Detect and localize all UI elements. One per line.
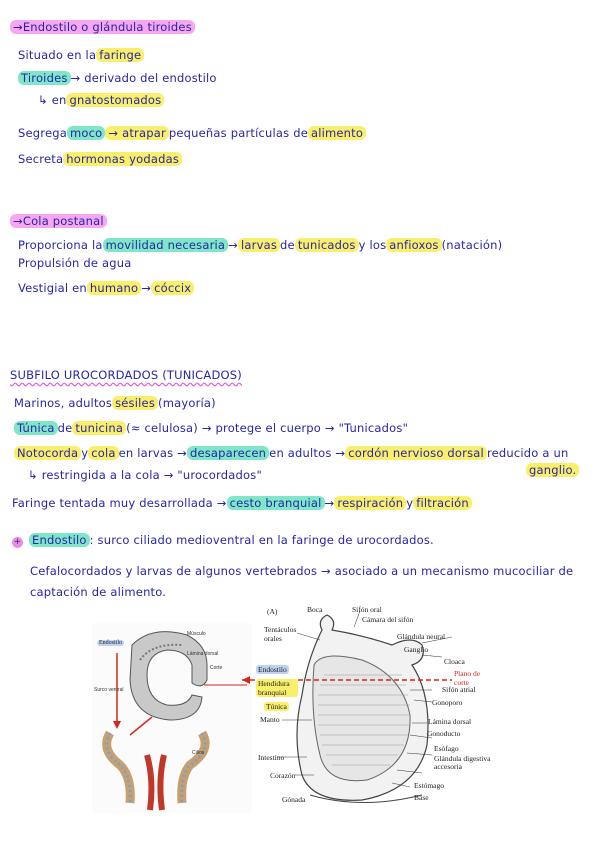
text: (natación) (441, 238, 503, 252)
line-restringida: ↳ restringida a la cola → "urocordados" (28, 468, 262, 482)
text: humano (87, 281, 141, 295)
text: → (324, 496, 335, 510)
label-esofago: Esófago (434, 744, 459, 753)
text: moco (67, 126, 105, 140)
text: hormonas yodadas (63, 152, 182, 166)
text: cóccix (151, 281, 194, 295)
label-panel-a: (A) (267, 607, 278, 616)
text: respiración (334, 496, 406, 510)
label-surco-ventral: Surco ventral (94, 687, 124, 693)
section-title-urocordados (10, 368, 242, 382)
line-cefalocordados: Cefalocordados y larvas de algunos vertebrados → asociado a un mecanismo mucociliar de (30, 564, 574, 578)
label-corte: Corte (210, 665, 223, 671)
text: (≈ celulosa) → protege el cuerpo → "Tunicados" (126, 421, 409, 435)
line-ganglio (526, 463, 579, 477)
label-cilios: Cilios (192, 750, 205, 756)
title-text: →Cola postanal (10, 214, 107, 228)
text: cesto branquial (227, 496, 325, 510)
text: desaparecen (187, 446, 269, 460)
label-ganglio: Ganglio (404, 645, 429, 654)
text: y (406, 496, 414, 510)
label-glandula-digestiva: Glándula digestiva accesoria (434, 754, 491, 771)
line-segrega (18, 126, 366, 140)
text: larvas (238, 238, 280, 252)
label-lamina-dorsal-left: Lámina dorsal (187, 651, 219, 657)
plus-icon: + (13, 537, 22, 547)
text: (mayoría) (158, 396, 216, 410)
title-text: →Endostilo o glándula tiroides (10, 20, 195, 34)
label-gonoducto: Gonoducto (427, 729, 461, 738)
title-text: SUBFILO UROCORDADOS (TUNICADOS) (10, 368, 242, 382)
label-tentaculos: Tentáculos orales (264, 625, 297, 643)
text: y (81, 446, 89, 460)
text: → (141, 281, 152, 295)
label-hendidura: Hendidura branquial (256, 679, 298, 697)
line-propulsion: Propulsión de agua (18, 256, 132, 270)
line-situado (18, 48, 144, 62)
line-marinos (14, 396, 216, 410)
text: Vestigial en (18, 281, 87, 295)
text: y los (358, 238, 387, 252)
line-captacion: captación de alimento. (30, 585, 167, 599)
line-gnatostomados (38, 93, 164, 107)
text: Segrega (18, 126, 67, 140)
label-musculo: Músculo (187, 631, 206, 637)
label-tunica: Túnica (266, 702, 287, 711)
line-tiroides (18, 71, 217, 85)
text: en adultos → (269, 446, 346, 460)
text: Situado en la (18, 48, 97, 62)
text: ↳ en (38, 93, 67, 107)
text: anfioxos (386, 238, 441, 252)
text: cordón nervioso dorsal (345, 446, 487, 460)
text: movilidad necesaria (103, 238, 229, 252)
text: Marinos, adultos (14, 396, 113, 410)
text: tunicados (295, 238, 359, 252)
label-glandula-neural: Glándula neural (397, 632, 446, 641)
label-estomago: Estómago (414, 781, 444, 790)
label-boca: Boca (307, 605, 323, 614)
text: de (280, 238, 295, 252)
line-notocorda (14, 446, 568, 460)
label-endostilo: Endostilo (258, 665, 287, 674)
text: Tiroides (18, 71, 71, 85)
label-camara: Cámara del sifón (362, 615, 414, 624)
text: en larvas → (118, 446, 187, 460)
line-secreta (18, 152, 182, 166)
text: Endostilo (29, 533, 90, 547)
label-manto: Manto (260, 715, 280, 724)
line-vestigial (18, 281, 194, 295)
label-cloaca: Cloaca (444, 657, 465, 666)
text: → (228, 238, 239, 252)
text: faringe (96, 48, 144, 62)
text: reducido a un (486, 446, 569, 460)
text: → atrapar (105, 126, 169, 140)
text: Proporciona la (18, 238, 103, 252)
label-lamina-dorsal: Lámina dorsal (428, 717, 472, 726)
label-corazon: Corazón (270, 771, 296, 780)
line-faringe (12, 496, 472, 510)
label-endostilo-left: Endostilo (99, 640, 123, 646)
line-proporciona (18, 238, 502, 252)
text: → derivado del endostilo (70, 71, 217, 85)
label-gonada: Gónada (282, 795, 306, 804)
text: Túnica (14, 421, 58, 435)
label-gonoporo: Gonoporo (432, 698, 463, 707)
text: Notocorda (14, 446, 81, 460)
section-title-cola (10, 214, 107, 228)
text: de (57, 421, 73, 435)
text: filtración (413, 496, 472, 510)
line-endostilo-def (12, 533, 434, 548)
text: Faringe tentada muy desarrollada → (12, 496, 227, 510)
text: gnatostomados (66, 93, 164, 107)
text: Secreta (18, 152, 64, 166)
text: pequeñas partículas de (168, 126, 308, 140)
label-sifon-atrial: Sifón atrial (442, 685, 476, 694)
label-base: Base (414, 793, 429, 802)
line-tunica (14, 421, 408, 435)
text: alimento (308, 126, 366, 140)
text: tunicina (72, 421, 126, 435)
section-title-endostilo (10, 20, 195, 34)
anatomy-figure (92, 605, 572, 815)
endostyle-groove-right (160, 755, 164, 810)
text: ganglio. (526, 463, 579, 477)
text: : surco ciliado medioventral en la faringe de urocordados. (89, 533, 434, 547)
text: sésiles (112, 396, 158, 410)
label-sifon-oral: Sifón oral (352, 605, 382, 614)
label-intestino: Intestino (258, 753, 285, 762)
text: cola (88, 446, 118, 460)
anatomy-drawing (92, 605, 572, 815)
label-plano-corte: Plano de corte (454, 669, 481, 687)
